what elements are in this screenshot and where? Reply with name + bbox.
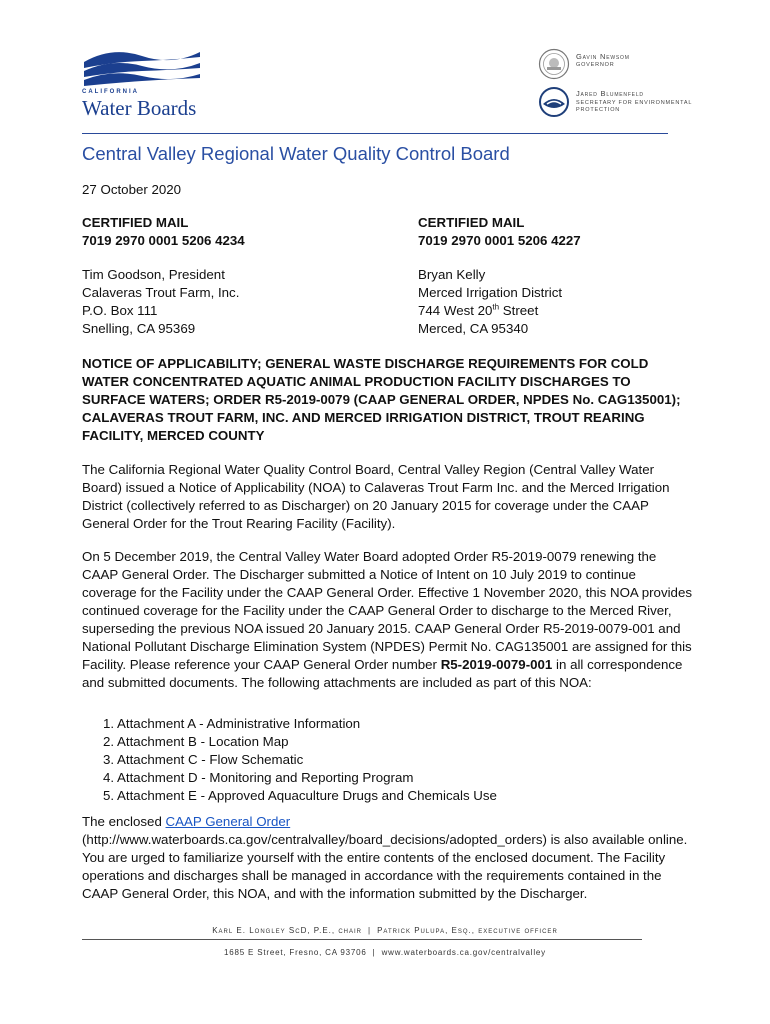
recipient-city: Snelling, CA 95369 (82, 321, 196, 336)
letter-subject: NOTICE OF APPLICABILITY; GENERAL WASTE DISCHARGE REQUIREMENTS FOR COLD WATER CONCENTRATED AQUATIC ANIMAL PRODUCTION FACILITY DISCHARGES TO SURFACE WATERS; ORDER R5-2019-0079 (CAAP GENERAL ORDER, NPDES No. CAG135001); CALAVERAS TROUT FARM, INC. AND MERCED IRRIGATION DISTRICT, TROUT REARING FACILITY, MERCED COUNTY (82, 356, 681, 443)
tracking-number: 7019 2970 0001 5206 4227 (418, 233, 581, 248)
order-number: R5-2019-0079-001 (440, 657, 553, 672)
governor-title: GOVERNOR (576, 62, 615, 68)
body-paragraph-2: On 5 December 2019, the Central Valley Water Board adopted Order R5-2019-0079 renewing the CAAP General Order. The Discharger submitted a Notice of Intent on 10 July 2019 to continue coverage for the Facility under the CAAP General Order. Effective 1 November 2020, this NOA provides continued coverage for the Facility under the CAAP General Order to discharge to the Merced River, superseding the previous NOA issued 20 January 2015. CAAP General Order R5-2019-0079-001 and National Pollutant Discharge Elimination System (NPDES) Permit No. CAG135001 are assigned for this Facility. Please reference your CAAP General Order number R5-2019-0079-001 in all correspondence and submitted documents. The following attachments are included as part of this NOA: (82, 549, 692, 690)
list-item: 4. Attachment D - Monitoring and Reporting Program (103, 770, 414, 785)
recipient-city: Merced, CA 95340 (418, 321, 529, 336)
waves-icon (82, 48, 202, 88)
recipient-org: Merced Irrigation District (418, 285, 563, 300)
mail-type: CERTIFIED MAIL (418, 215, 525, 230)
tracking-number: 7019 2970 0001 5206 4234 (82, 233, 245, 248)
recipient-street: P.O. Box 111 (82, 303, 158, 318)
footer-address: 1685 E Street, Fresno, CA 93706 (224, 948, 367, 957)
recipient-org: Calaveras Trout Farm, Inc. (82, 285, 240, 300)
water-boards-logo (82, 48, 222, 128)
footer-website-link[interactable]: www.waterboards.ca.gov/centralvalley (381, 948, 546, 957)
footer-divider (82, 939, 642, 940)
attachments-list (103, 715, 497, 805)
state-seal-icon (538, 48, 570, 80)
body-paragraph-3: The enclosed CAAP General Order (http://www.waterboards.ca.gov/centralvalley/board_decisions/adopted_orders) is also available online. You are urged to familiarize yourself with the entire contents of the enclosed document. The Facility operations and discharges shall be managed in accordance with the requirements contained in the CAAP General Order, this NOA, and with the information submitted by the Discharger. (82, 814, 688, 901)
footer-contact: 1685 E Street, Fresno, CA 93706 | www.waterboards.ca.gov/centralvalley (224, 948, 546, 957)
list-item: 5. Attachment E - Approved Aquaculture Drugs and Chemicals Use (103, 788, 497, 803)
mail-type: CERTIFIED MAIL (82, 215, 189, 230)
footer-officials: Karl E. Longley ScD, P.E., chair | Patrick Pulupa, Esq., executive officer (212, 926, 558, 935)
recipient-block-left (82, 214, 402, 338)
logo-state-label: CALIFORNIA (82, 89, 139, 95)
secretary-name: Jared Blumenfeld (576, 89, 644, 98)
list-item: 3. Attachment C - Flow Schematic (103, 752, 304, 767)
recipient-name: Bryan Kelly (418, 267, 486, 282)
logo-name-label: Water Boards (82, 96, 197, 120)
header-divider (82, 133, 668, 134)
calepa-logo-icon (538, 86, 570, 118)
secretary-title: SECRETARY FOR ENVIRONMENTAL PROTECTION (576, 100, 693, 113)
board-title: Central Valley Regional Water Quality Control Board (82, 143, 510, 164)
caap-general-order-link[interactable]: CAAP General Order (165, 814, 291, 829)
governor-name: Gavin Newsom (576, 52, 630, 61)
list-item: 1. Attachment A - Administrative Information (103, 716, 361, 731)
recipient-name: Tim Goodson, President (82, 267, 225, 282)
list-item: 2. Attachment B - Location Map (103, 734, 289, 749)
body-paragraph-1: The California Regional Water Quality Control Board, Central Valley Region (Central Valley Water Board) issued a Notice of Applicability (NOA) to Calaveras Trout Farm Inc. and the Merced Irrigation District (collectively referred to as Discharger) on 20 January 2015 for coverage under the CAAP General Order for the Trout Rearing Facility (Facility). (82, 462, 670, 531)
recipient-street: 744 West 20th Street (418, 302, 539, 318)
recipient-block-right (418, 214, 738, 338)
letter-date: 27 October 2020 (82, 182, 182, 197)
